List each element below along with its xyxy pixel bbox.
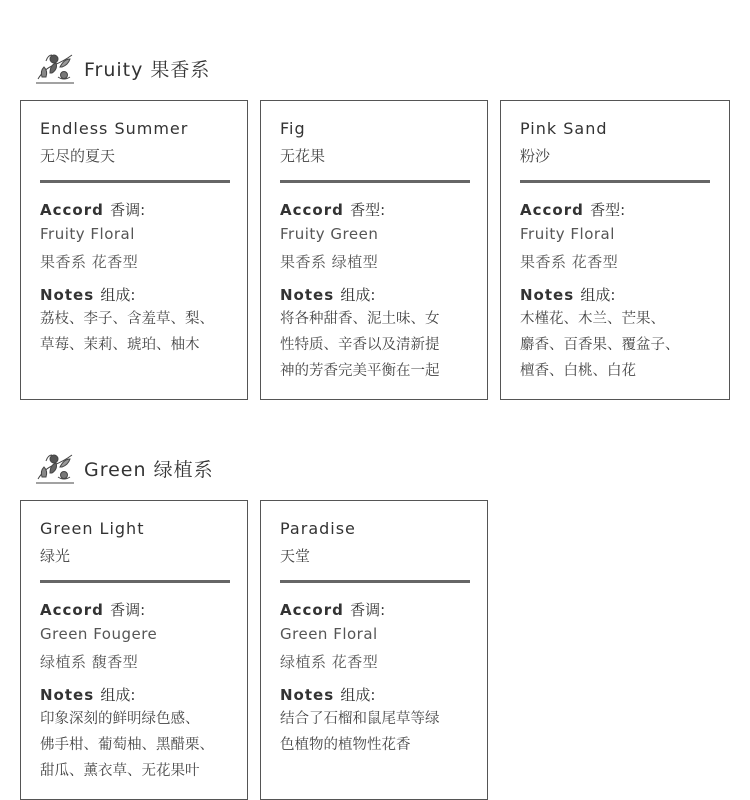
product-card-fig <box>260 100 488 400</box>
notes-line: 结合了石榴和鼠尾草等绿 <box>280 711 440 727</box>
accord-label: Accord 香型: <box>280 201 386 219</box>
notes-line: 木槿花、木兰、芒果、 <box>520 311 665 327</box>
product-card-green-light <box>20 500 248 800</box>
notes-label: Notes 组成: <box>280 286 376 304</box>
product-name-cn: 无尽的夏天 <box>40 147 116 165</box>
notes-label: Notes 组成: <box>520 286 616 304</box>
section-header-green <box>34 450 214 486</box>
notes-text <box>280 306 475 384</box>
section-title: Green 绿植系 <box>84 458 214 481</box>
notes-line: 檀香、白桃、白花 <box>520 363 636 379</box>
product-card-endless-summer <box>20 100 248 400</box>
product-name-en: Pink Sand <box>520 119 608 138</box>
accord-label: Accord 香型: <box>520 201 626 219</box>
notes-label: Notes 组成: <box>40 286 136 304</box>
notes-line: 神的芳香完美平衡在一起 <box>280 363 440 379</box>
notes-line: 性特质、辛香以及清新提 <box>280 337 440 353</box>
product-name-en: Endless Summer <box>40 119 189 138</box>
product-name-en: Paradise <box>280 519 356 538</box>
notes-label: Notes 组成: <box>40 686 136 704</box>
accord-value-cn: 绿植系 花香型 <box>280 653 379 671</box>
notes-line: 佛手柑、葡萄柚、黑醋栗、 <box>40 737 214 753</box>
product-card-paradise <box>260 500 488 800</box>
section-title: Fruity 果香系 <box>84 58 211 81</box>
notes-text <box>40 306 235 358</box>
accord-value-en: Green Floral <box>280 625 378 643</box>
section-header-fruity <box>34 50 210 86</box>
product-name-cn: 无花果 <box>280 147 326 165</box>
accord-value-cn: 绿植系 馥香型 <box>40 653 139 671</box>
notes-line: 色植物的植物性花香 <box>280 737 411 753</box>
accord-value-en: Fruity Green <box>280 225 379 243</box>
divider <box>520 180 710 183</box>
accord-value-en: Green Fougere <box>40 625 158 643</box>
notes-line: 将各种甜香、泥土味、女 <box>280 311 440 327</box>
accord-label: Accord 香调: <box>280 601 386 619</box>
accord-value-en: Fruity Floral <box>520 225 615 243</box>
floral-sketch-icon <box>34 451 76 485</box>
product-name-en: Fig <box>280 119 306 138</box>
accord-value-cn: 果香系 绿植型 <box>280 253 379 271</box>
notes-text <box>40 706 235 784</box>
divider <box>40 180 230 183</box>
accord-value-cn: 果香系 花香型 <box>40 253 139 271</box>
product-name-en: Green Light <box>40 519 145 538</box>
notes-text <box>520 306 715 384</box>
divider <box>280 180 470 183</box>
notes-line: 荔枝、李子、含羞草、梨、 <box>40 311 214 327</box>
product-card-pink-sand <box>500 100 730 400</box>
accord-label: Accord 香调: <box>40 201 146 219</box>
notes-line: 印象深刻的鲜明绿色感、 <box>40 711 200 727</box>
notes-line: 草莓、茉莉、琥珀、柚木 <box>40 337 200 353</box>
accord-value-en: Fruity Floral <box>40 225 135 243</box>
divider <box>40 580 230 583</box>
notes-line: 甜瓜、薰衣草、无花果叶 <box>40 763 200 779</box>
floral-sketch-icon <box>34 51 76 85</box>
product-name-cn: 天堂 <box>280 547 311 565</box>
accord-value-cn: 果香系 花香型 <box>520 253 619 271</box>
divider <box>280 580 470 583</box>
product-name-cn: 粉沙 <box>520 147 551 165</box>
notes-line: 麝香、百香果、覆盆子、 <box>520 337 680 353</box>
notes-text <box>280 706 475 758</box>
accord-label: Accord 香调: <box>40 601 146 619</box>
notes-label: Notes 组成: <box>280 686 376 704</box>
product-name-cn: 绿光 <box>40 547 71 565</box>
